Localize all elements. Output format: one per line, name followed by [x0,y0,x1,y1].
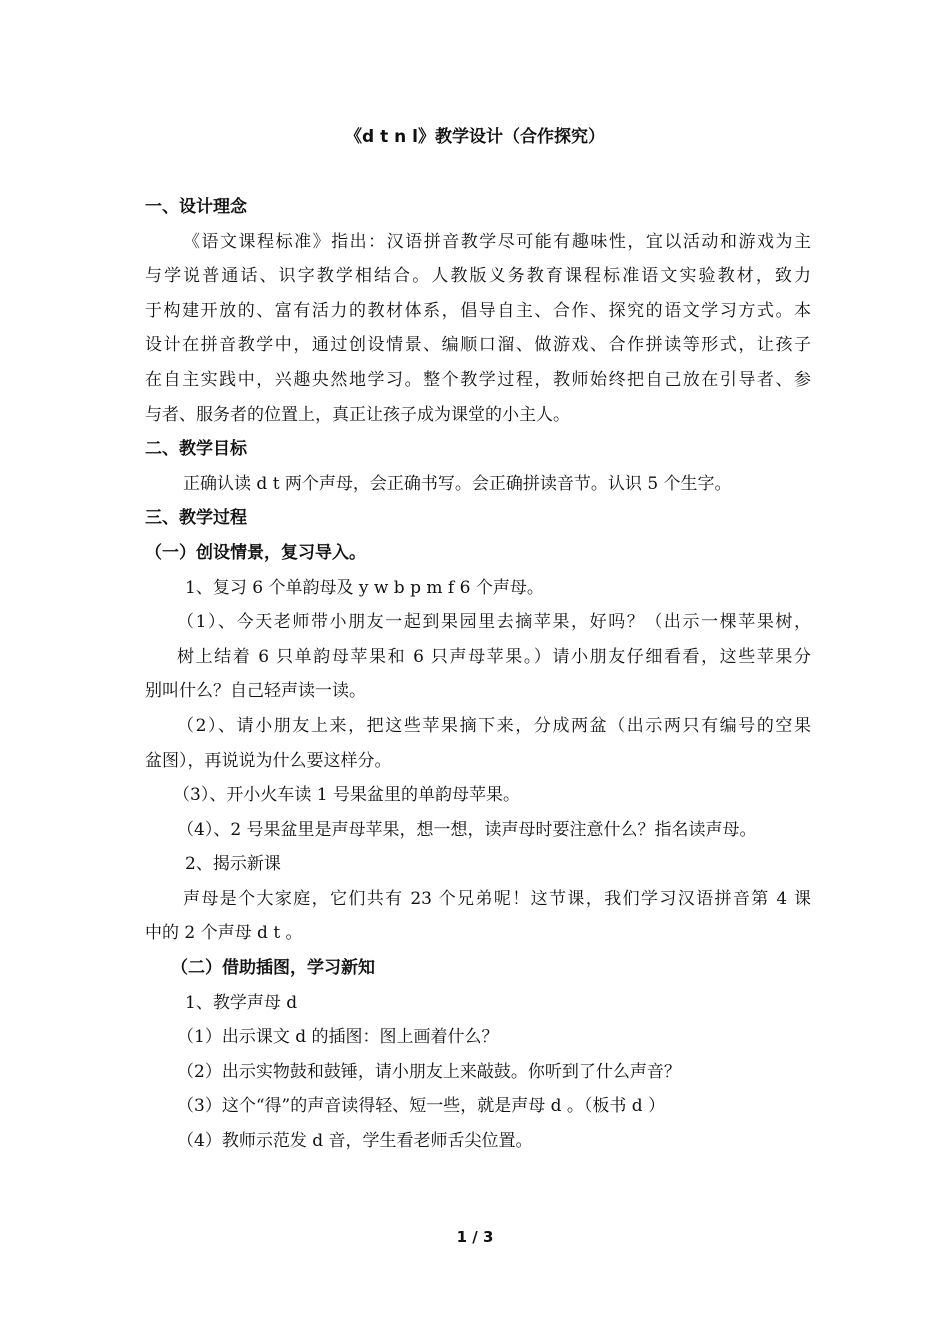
subsection-heading-new-knowledge: （二）借助插图，学习新知 [171,958,375,979]
paragraph-line: 盆图），再说说为什么要这样分。 [145,750,392,771]
paragraph-line: 于构建开放的、富有活力的教材体系，倡导自主、合作、探究的语文学习方式。本 [145,300,811,321]
paragraph-line: （1）、今天老师带小朋友一起到果园里去摘苹果，好吗？（出示一棵苹果树， [177,612,811,633]
list-item: 1、复习 6 个单韵母及 y w b p m f 6 个声母。 [185,577,544,598]
paragraph-line: 声母是个大家庭，它们共有 23 个兄弟呢！这节课，我们学习汉语拼音第 4 课 [183,888,811,909]
list-item: 2、揭示新课 [185,854,281,875]
paragraph-line: 树上结着 6 只单韵母苹果和 6 只声母苹果。）请小朋友仔细看看，这些苹果分 [177,646,811,667]
list-item: （4）教师示范发 d 音，学生看老师舌尖位置。 [177,1131,533,1152]
paragraph-line: 与者、服务者的位置上，真正让孩子成为课堂的小主人。 [145,404,570,425]
section-heading-teaching-process: 三、教学过程 [145,508,247,529]
paragraph-line: 在自主实践中，兴趣央然地学习。整个教学过程，教师始终把自己放在引导者、参 [145,369,811,390]
list-item: （4）、2 号果盆里是声母苹果，想一想，读声母时要注意什么？指名读声母。 [177,819,757,840]
paragraph-line: 设计在拼音教学中，通过创设情景、编顺口溜、做游戏、合作拼读等形式，让孩子 [145,335,811,356]
list-item: （2）出示实物鼓和鼓锤，请小朋友上来敲鼓。你听到了什么声音？ [177,1061,681,1082]
page-number: 1 / 3 [456,1228,494,1246]
list-item: （1）出示课文 d 的插图：图上画着什么？ [177,1027,499,1048]
section-heading-teaching-goals: 二、教学目标 [145,439,247,460]
paragraph-line: 与学说普通话、识字教学相结合。人教版义务教育课程标准语文实验教材，致力 [145,266,811,287]
subsection-heading-intro: （一）创设情景，复习导入。 [145,542,366,563]
document-body [145,190,811,1159]
list-item: （3）、开小火车读 1 号果盆里的单韵母苹果。 [173,785,520,806]
document-title: 《d t n l》教学设计（合作探究） [345,127,605,147]
paragraph-line: 中的 2 个声母 d t 。 [145,923,303,944]
paragraph-line: 《语文课程标准》指出：汉语拼音教学尽可能有趣味性，宜以活动和游戏为主 [183,231,811,252]
list-item: 1、教学声母 d [185,992,298,1013]
section-heading-design-concept: 一、设计理念 [145,197,247,217]
paragraph-line: （2）、请小朋友上来，把这些苹果摘下来，分成两盆（出示两只有编号的空果 [177,715,811,736]
paragraph-line: 别叫什么？自己轻声读一读。 [145,681,366,702]
paragraph-line: 正确认读 d t 两个声母，会正确书写。会正确拼读音节。认识 5 个生字。 [183,473,732,494]
list-item: （3）这个“得”的声音读得轻、短一些，就是声母 d 。（板书 d ） [177,1096,666,1117]
